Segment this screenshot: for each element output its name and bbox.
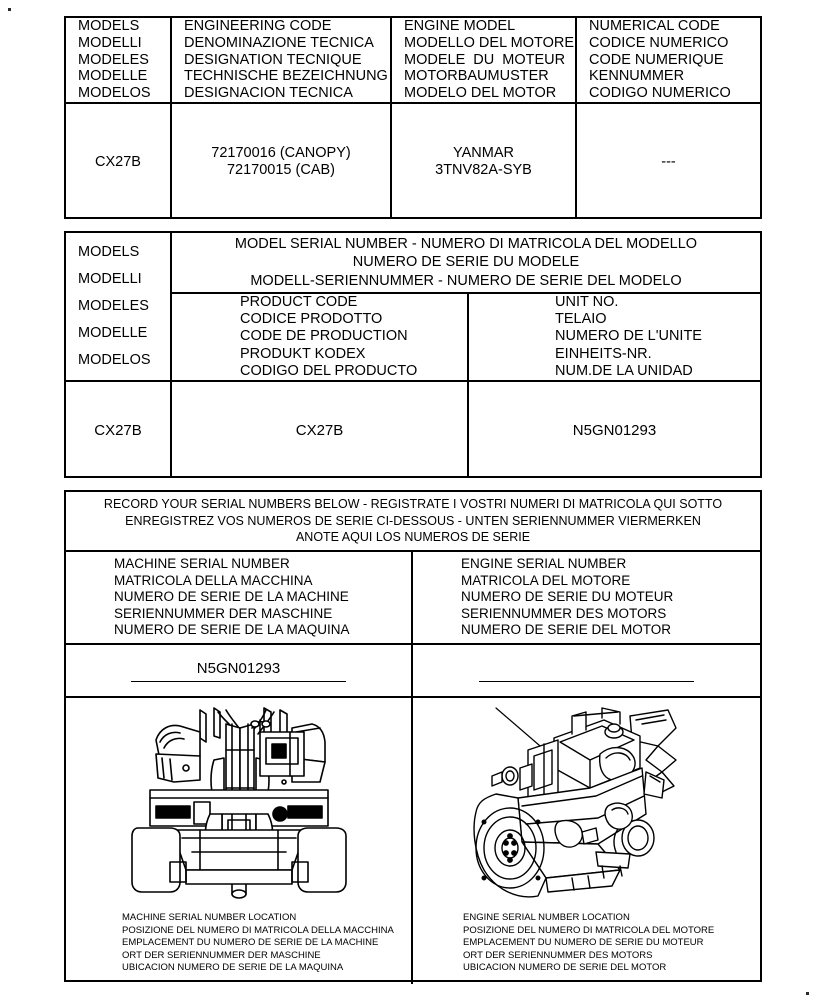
machine-serial-label-cell (66, 552, 413, 643)
illustration-row (66, 698, 760, 984)
banner-line: ENREGISTREZ VOS NUMEROS DE SERIE CI-DESSOUS - UNTEN SERIENNUMMER VIERMERKEN (125, 513, 701, 528)
caption-line: ORT DER SERIENNUMMER DES MOTORS (463, 949, 653, 961)
header-line: MODELES (78, 51, 149, 68)
header-line: TECHNISCHE BEZEICHNUNG (184, 68, 388, 85)
title-line: MODELL-SERIENNUMMER - NUMERO DE SERIE DEL MODELO (250, 272, 682, 289)
table1-header-row (66, 18, 760, 104)
scan-speck-bottom-right (806, 992, 809, 995)
table2-data-band (66, 382, 760, 478)
header-line: ENGINE MODEL (404, 17, 516, 34)
table2-product-code-header (172, 294, 469, 380)
banner-line: ANOTE AQUI LOS NUMEROS DE SERIE (295, 530, 531, 545)
table1-cell-numerical-code (577, 104, 760, 219)
models-label-line: MODELOS (78, 352, 151, 369)
label-line: NUMERO DE L'UNITE (555, 328, 702, 345)
model-identification-table (64, 16, 762, 219)
machine-illustration-caption (66, 912, 394, 984)
table2-subheader-row (172, 294, 760, 380)
table1-header-engineering-code (172, 18, 392, 102)
header-line: MOTORBAUMUSTER (404, 68, 549, 85)
table2-data-row (66, 382, 760, 478)
scan-speck-top-left (8, 8, 11, 11)
label-line: SERIENNUMMER DER MASCHINE (114, 605, 333, 621)
label-line: NUMERO DE SERIE DE LA MACHINE (114, 589, 349, 605)
engine-serial-labels (413, 552, 760, 643)
table2-unit-no-header (469, 294, 760, 380)
header-line: DENOMINAZIONE TECNICA (184, 34, 374, 51)
table1-header-engine-model (392, 18, 577, 102)
machine-illustration-cell (66, 698, 413, 984)
title-line: MODEL SERIAL NUMBER - NUMERO DI MATRICOLA DEL MODELLO (234, 236, 698, 253)
label-line: ENGINE SERIAL NUMBER (461, 556, 627, 572)
engine-model-number: 3TNV82A-SYB (435, 161, 532, 178)
table1-header-numerical-code (577, 18, 760, 102)
header-line: MODELLI (78, 34, 142, 51)
caption-line: EMPLACEMENT DU NUMERO DE SERIE DE LA MACHINE (122, 937, 379, 949)
header-line: MODELS (78, 17, 140, 34)
caption-line: ORT DER SERIENNUMMER DER MASCHINE (122, 949, 321, 961)
engine-illustration-caption (413, 912, 714, 984)
header-line: MODELE DU MOTEUR (404, 51, 566, 68)
header-line: ENGINEERING CODE (184, 17, 332, 34)
caption-line: MACHINE SERIAL NUMBER LOCATION (122, 912, 297, 923)
record-serial-numbers-table (64, 490, 762, 982)
label-line: CODIGO DEL PRODUCTO (240, 363, 418, 380)
header-line: MODELLE (78, 68, 148, 85)
unit-no-value: N5GN01293 (572, 421, 657, 439)
unit-no-label-lines (469, 294, 760, 380)
serial-entry-row (66, 645, 760, 698)
engine-serial-label-cell (413, 552, 760, 643)
label-line: SERIENNUMMER DES MOTORS (461, 605, 667, 621)
table1-cell-engine-model (392, 104, 577, 219)
caption-line: POSIZIONE DEL NUMERO DI MATRICOLA DELLA MACCHINA (122, 924, 394, 936)
table2-serial-section (172, 233, 760, 380)
table2-models-column (66, 233, 172, 380)
label-line: PRODUCT CODE (240, 293, 358, 310)
label-line: EINHEITS-NR. (555, 345, 652, 362)
table1-cell-engineering-code (172, 104, 392, 219)
numerical-code-value: --- (661, 153, 676, 170)
excavator-front-view-illustration (114, 702, 364, 912)
label-line: NUMERO DE SERIE DE LA MAQUINA (114, 622, 350, 638)
label-line: MATRICOLA DEL MOTORE (461, 572, 631, 588)
header-line: DESIGNATION TECNIQUE (184, 51, 362, 68)
caption-line: UBICACION NUMERO DE SERIE DE LA MAQUINA (122, 962, 344, 974)
label-line: PRODUKT KODEX (240, 345, 366, 362)
header-line: CODE NUMERIQUE (589, 51, 724, 68)
header-line: NUMERICAL CODE (589, 17, 720, 34)
table2-title-block (172, 233, 760, 294)
label-line: UNIT NO. (555, 293, 619, 310)
table1-header-models (66, 18, 172, 102)
table2-cell-unit-no (469, 382, 760, 478)
engine-serial-input[interactable] (479, 660, 694, 682)
table2-header-band (66, 233, 760, 382)
header-line: MODELLO DEL MOTORE (404, 34, 575, 51)
header-line: CODIGO NUMERICO (589, 85, 731, 102)
table1-cell-model (66, 104, 172, 219)
engine-serial-entry-cell[interactable] (413, 645, 760, 696)
machine-serial-input[interactable]: N5GN01293 (131, 660, 346, 682)
machine-serial-entry-cell[interactable] (66, 645, 413, 696)
models-label-line: MODELS (78, 244, 140, 261)
header-line: MODELO DEL MOTOR (404, 85, 557, 102)
engineering-code-canopy: 72170016 (CANOPY) (211, 144, 351, 161)
caption-line: POSIZIONE DEL NUMERO DI MATRICOLA DEL MOTORE (463, 924, 715, 936)
label-line: NUMERO DE SERIE DU MOTEUR (461, 589, 674, 605)
table2-cell-product-code (172, 382, 469, 478)
table1-data-row (66, 104, 760, 219)
label-line: NUMERO DE SERIE DEL MOTOR (461, 622, 672, 638)
engineering-code-cab: 72170015 (CAB) (226, 161, 335, 178)
record-banner (66, 492, 760, 552)
header-line: CODICE NUMERICO (589, 34, 729, 51)
models-label-line: MODELLE (78, 325, 148, 342)
label-line: CODE DE PRODUCTION (240, 328, 408, 345)
header-line: DESIGNACION TECNICA (184, 85, 353, 102)
engine-make: YANMAR (453, 144, 514, 161)
label-line: MACHINE SERIAL NUMBER (114, 556, 290, 572)
model-value: CX27B (95, 153, 141, 170)
header-line: MODELOS (78, 85, 151, 102)
engine-illustration-cell (413, 698, 760, 984)
header-line: KENNUMMER (589, 68, 685, 85)
caption-line: ENGINE SERIAL NUMBER LOCATION (463, 912, 630, 923)
caption-line: UBICACION NUMERO DE SERIE DEL MOTOR (463, 962, 667, 974)
model-value: CX27B (94, 421, 142, 439)
banner-line: RECORD YOUR SERIAL NUMBERS BELOW - REGISTRATE I VOSTRI NUMERI DI MATRICOLA QUI SOTTO (103, 496, 723, 511)
serial-label-row (66, 552, 760, 645)
table2-models-labels (66, 233, 170, 380)
model-serial-number-table (64, 231, 762, 478)
machine-serial-labels (66, 552, 411, 643)
label-line: NUM.DE LA UNIDAD (555, 363, 693, 380)
models-label-line: MODELLI (78, 271, 142, 288)
product-code-value: CX27B (295, 421, 344, 439)
table2-cell-model (66, 382, 172, 478)
title-line: NUMERO DE SERIE DU MODELE (352, 254, 580, 271)
label-line: MATRICOLA DELLA MACCHINA (114, 572, 313, 588)
caption-line: EMPLACEMENT DU NUMERO DE SERIE DU MOTEUR (463, 937, 704, 949)
label-line: TELAIO (555, 310, 607, 327)
diesel-engine-illustration (462, 702, 712, 912)
product-code-label-lines (172, 294, 467, 380)
models-label-line: MODELES (78, 298, 149, 315)
label-line: CODICE PRODOTTO (240, 310, 383, 327)
